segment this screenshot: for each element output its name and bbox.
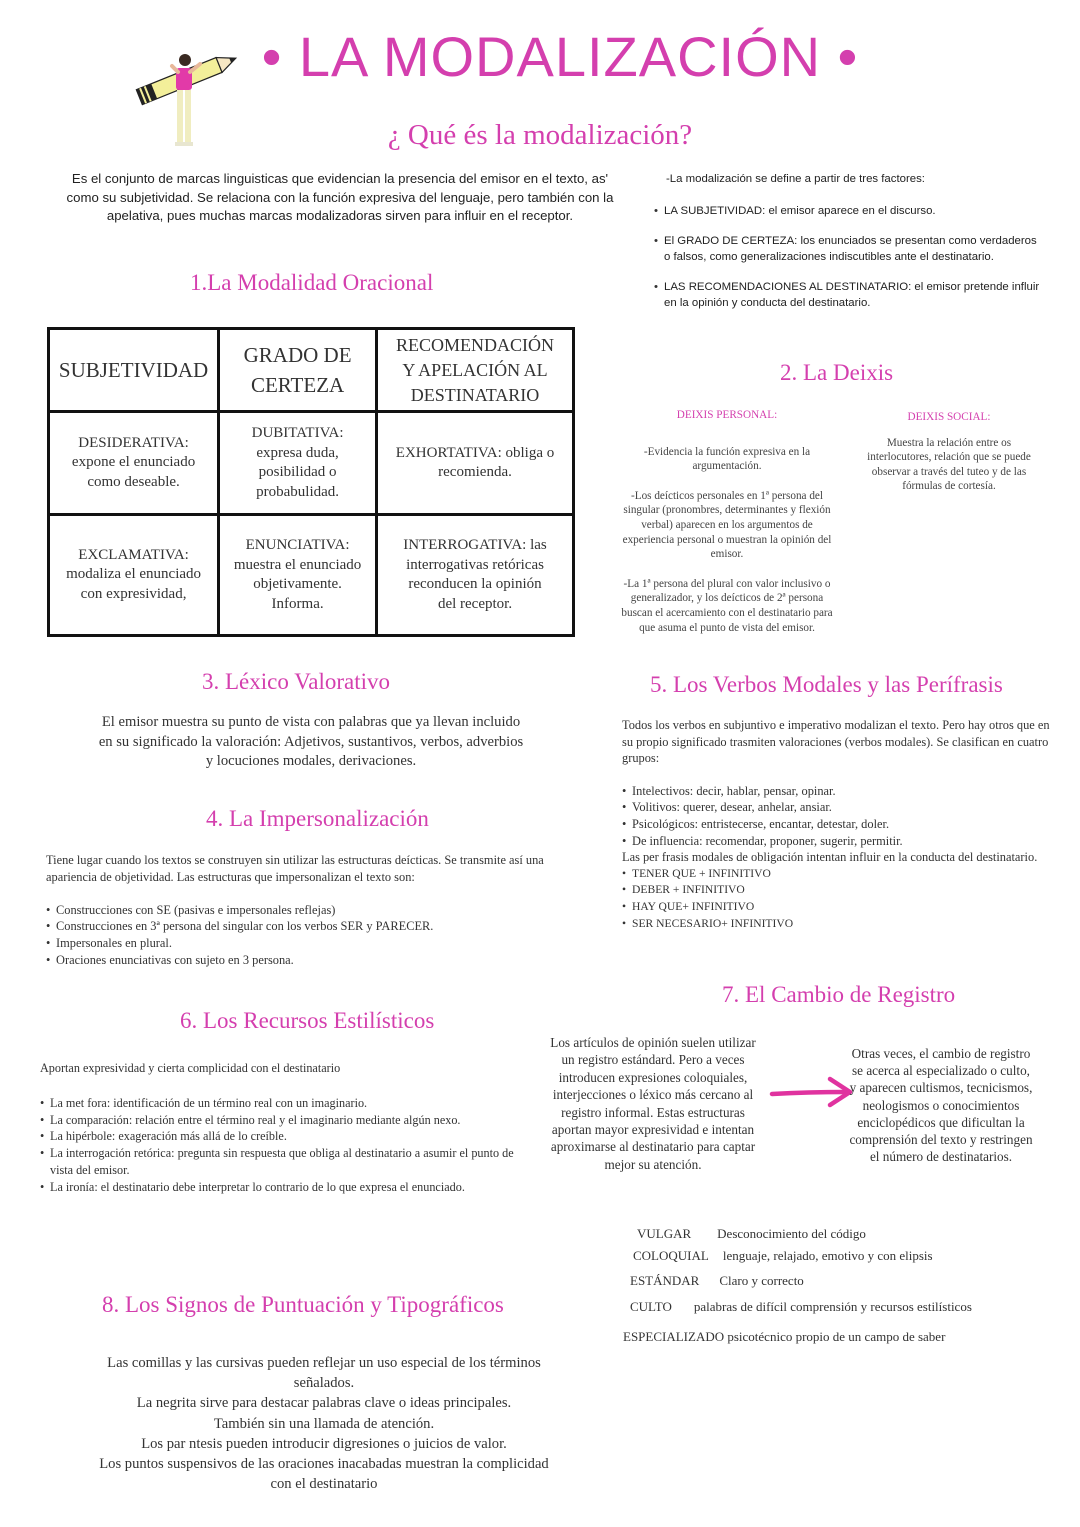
verb-group-item: • De influencia: recomendar, proponer, sugerir, permitir.	[622, 833, 1052, 850]
section6-item: • La hipérbole: exageración más allá de lo creíble.	[40, 1128, 514, 1145]
section4-item: • Impersonales en plural.	[46, 935, 574, 952]
register-row	[633, 1248, 933, 1264]
section8-line: La negrita sirve para destacar palabras clave o ideas principales.	[136, 1395, 512, 1412]
register-desc: palabras de difícil comprensión y recursos estilísticos	[693, 1299, 972, 1314]
deixis-social-text: Muestra la relación entre os interlocutores, relación que se puede observar a través del tuteo y de las fórmulas de cortesía.	[867, 436, 1031, 493]
table-cell: ENUNCIATIVA: muestra el enunciado objetivamente. Informa.	[219, 515, 377, 636]
deixis-personal-title: DEIXIS PERSONAL:	[676, 409, 778, 421]
table-cell: DESIDERATIVA: expone el enunciado como deseable.	[49, 412, 219, 515]
register-name: ESPECIALIZADO	[623, 1329, 725, 1344]
section7-heading: 7. El Cambio de Registro	[722, 982, 956, 1007]
perifrasis-item: • SER NECESARIO+ INFINITIVO	[622, 916, 1052, 933]
register-row	[637, 1226, 866, 1242]
register-row	[630, 1299, 972, 1315]
register-desc: lenguaje, relajado, emotivo y con elipsis	[722, 1248, 933, 1263]
deixis-social	[856, 410, 1042, 494]
factors-intro: -La modalización se define a partir de tres factores:	[666, 173, 925, 185]
deixis-personal-p2: -Los deícticos personales en 1ª persona del singular (pronombres, determinantes y flexión verbal) aparecen en los argumentos de experiencia personal o muestran la opinión del emisor.	[622, 489, 832, 561]
pencil-person-illustration	[128, 34, 246, 154]
section8-block	[96, 1353, 552, 1494]
register-row	[623, 1329, 945, 1345]
section6-item: • La comparación: relación entre el término real y el imaginario mediante algún nexo.	[40, 1112, 514, 1129]
deixis-personal-p1: -Evidencia la función expresiva en la argumentación.	[643, 445, 811, 473]
perifrasis-item: • HAY QUE+ INFINITIVO	[622, 899, 1052, 916]
table-cell: DUBITATIVA: expresa duda, posibilidad o probabulidad.	[219, 412, 377, 515]
table-cell: EXCLAMATIVA: modaliza el enunciado con expresividad,	[49, 515, 219, 636]
verb-group-item: • Psicológicos: entristecerse, encantar, detestar, doler.	[622, 816, 1052, 833]
section5-heading: 5. Los Verbos Modales y las Perífrasis	[650, 672, 1003, 697]
section6-item: • La ironía: el destinatario debe interpretar lo contrario de lo que expresa el enunciado.	[40, 1179, 514, 1196]
perifrasis-item: • TENER QUE + INFINITIVO	[622, 866, 1052, 883]
section8-line: Los puntos suspensivos de las oraciones inacabadas muestran la complicidad con el destinatario	[99, 1456, 549, 1493]
register-name: CULTO	[630, 1299, 672, 1314]
section8-line: Los par ntesis pueden introducir digresiones o juicios de valor.	[141, 1435, 507, 1452]
perifrasis-item: • DEBER + INFINITIVO	[622, 882, 1052, 899]
section8-line: Las comillas y las cursivas pueden reflejar un uso especial de los términos señalados.	[107, 1355, 541, 1392]
page-title: • LA MODALIZACIÓN •	[261, 25, 859, 88]
deixis-personal	[620, 408, 834, 635]
deixis-personal-p3: -La 1ª persona del plural con valor inclusivo o generalizador, y los deícticos de 2ª persona buscan el acercamiento con el destinatario para que asuma el punto de vista del emisor.	[621, 577, 833, 634]
section4-text: Tiene lugar cuando los textos se construyen sin utilizar las estructuras deícticas. Se transmite así una apariencia de objetividad. Las estructuras que impersonalizan el texto son:	[46, 853, 544, 884]
page-subtitle: ¿ Qué és la modalización?	[387, 119, 693, 151]
section8-line: También sin una llamada de atención.	[213, 1415, 435, 1432]
register-desc: psicotécnico propio de un campo de saber	[727, 1329, 946, 1344]
table-header-cell: RECOMENDACIÓN Y APELACIÓN AL DESTINATARIO	[377, 329, 574, 412]
table-header-cell: SUBJETIVIDAD	[49, 329, 219, 412]
register-name: VULGAR	[637, 1226, 692, 1241]
factor-item: • El GRADO DE CERTEZA: los enunciados se presentan como verdaderos o falsos, como generalizaciones indiscutibles ante el destinatario.	[654, 234, 1044, 265]
section6-item: • La met fora: identificación de un término real con un imaginario.	[40, 1095, 514, 1112]
register-desc: Claro y correcto	[719, 1273, 804, 1288]
section8-heading: 8. Los Signos de Puntuación y Tipográficos	[102, 1292, 504, 1317]
section4-block	[46, 852, 574, 969]
section1-heading: 1.La Modalidad Oracional	[190, 270, 434, 295]
section5-text: Todos los verbos en subjuntivo e imperativo modalizan el texto. Pero hay otros que en su propio significado trasmiten valoraciones (verbos modales). Se clasifican en cuatro grupos:	[622, 718, 1050, 766]
section5-block	[622, 717, 1052, 932]
table-cell: INTERROGATIVA: las interrogativas retóricas reconducen la opinión del receptor.	[377, 515, 574, 636]
deixis-social-title: DEIXIS SOCIAL:	[907, 411, 991, 423]
register-row	[630, 1273, 804, 1289]
arrow-right-icon	[768, 1074, 858, 1110]
section2-heading: 2. La Deixis	[780, 360, 894, 385]
section3-text: El emisor muestra su punto de vista con palabras que ya llevan incluido en su significado la valoración: Adjetivos, sustantivos, verbos, adverbios y locuciones modales, derivaciones.	[98, 714, 524, 770]
register-right-text: Otras veces, el cambio de registro se acerca al especializado o culto, y aparecen cultismos, tecnicismos, neologismos o conocimientos enciclopédicos que dificultan la comprensión del texto y restringen el número de destinatarios.	[849, 1046, 1033, 1165]
perifrasis-text: Las per frasis modales de obligación intentan influir en la conducta del destinatario.	[622, 850, 1038, 865]
table-cell: EXHORTATIVA: obliga o recomienda.	[377, 412, 574, 515]
factor-item: • LAS RECOMENDACIONES AL DESTINATARIO: el emisor pretende influir en la opinión y conducta del destinatario.	[654, 280, 1044, 311]
section4-heading: 4. La Impersonalización	[206, 806, 429, 831]
verb-group-item: • Volitivos: querer, desear, anhelar, ansiar.	[622, 799, 1052, 816]
register-desc: Desconocimiento del código	[717, 1226, 866, 1241]
section6-block	[40, 1060, 514, 1196]
factors-block	[654, 172, 1044, 312]
table-header-cell: GRADO DE CERTEZA	[219, 329, 377, 412]
section4-item: • Construcciones con SE (pasivas e impersonales reflejas)	[46, 902, 574, 919]
register-name: ESTÁNDAR	[630, 1273, 700, 1288]
section6-text: Aportan expresividad y cierta complicidad con el destinatario	[40, 1061, 341, 1075]
verb-group-item: • Intelectivos: decir, hablar, pensar, opinar.	[622, 783, 1052, 800]
register-name: COLOQUIAL	[633, 1248, 709, 1263]
intro-text: Es el conjunto de marcas linguisticas que evidencian la presencia del emisor en el texto, as' como su subjetividad. Se relaciona con la función expresiva del lenguaje, pero también con la apelativa, pues muchas marcas modalizadoras sirven para influir en el receptor.	[66, 171, 614, 223]
section3-heading: 3. Léxico Valorativo	[202, 669, 390, 694]
section6-item: • La interrogación retórica: pregunta sin respuesta que obliga al destinatario a asumir el punto de vista del emisor.	[40, 1145, 514, 1179]
factor-item: • LA SUBJETIVIDAD: el emisor aparece en el discurso.	[654, 204, 1044, 220]
modality-table	[47, 327, 575, 637]
section6-heading: 6. Los Recursos Estilísticos	[180, 1008, 435, 1033]
section4-item: • Oraciones enunciativas con sujeto en 3 persona.	[46, 952, 574, 969]
section4-item: • Construcciones en 3ª persona del singular con los verbos SER y PARECER.	[46, 918, 574, 935]
register-left-text: Los artículos de opinión suelen utilizar un registro estándard. Pero a veces introducen expresiones coloquiales, interjecciones o léxico más cercano al registro informal. Estas estructuras aportan mayor expresividad e intentan aproximarse al destinatario para captar mejor su atención.	[550, 1035, 756, 1172]
